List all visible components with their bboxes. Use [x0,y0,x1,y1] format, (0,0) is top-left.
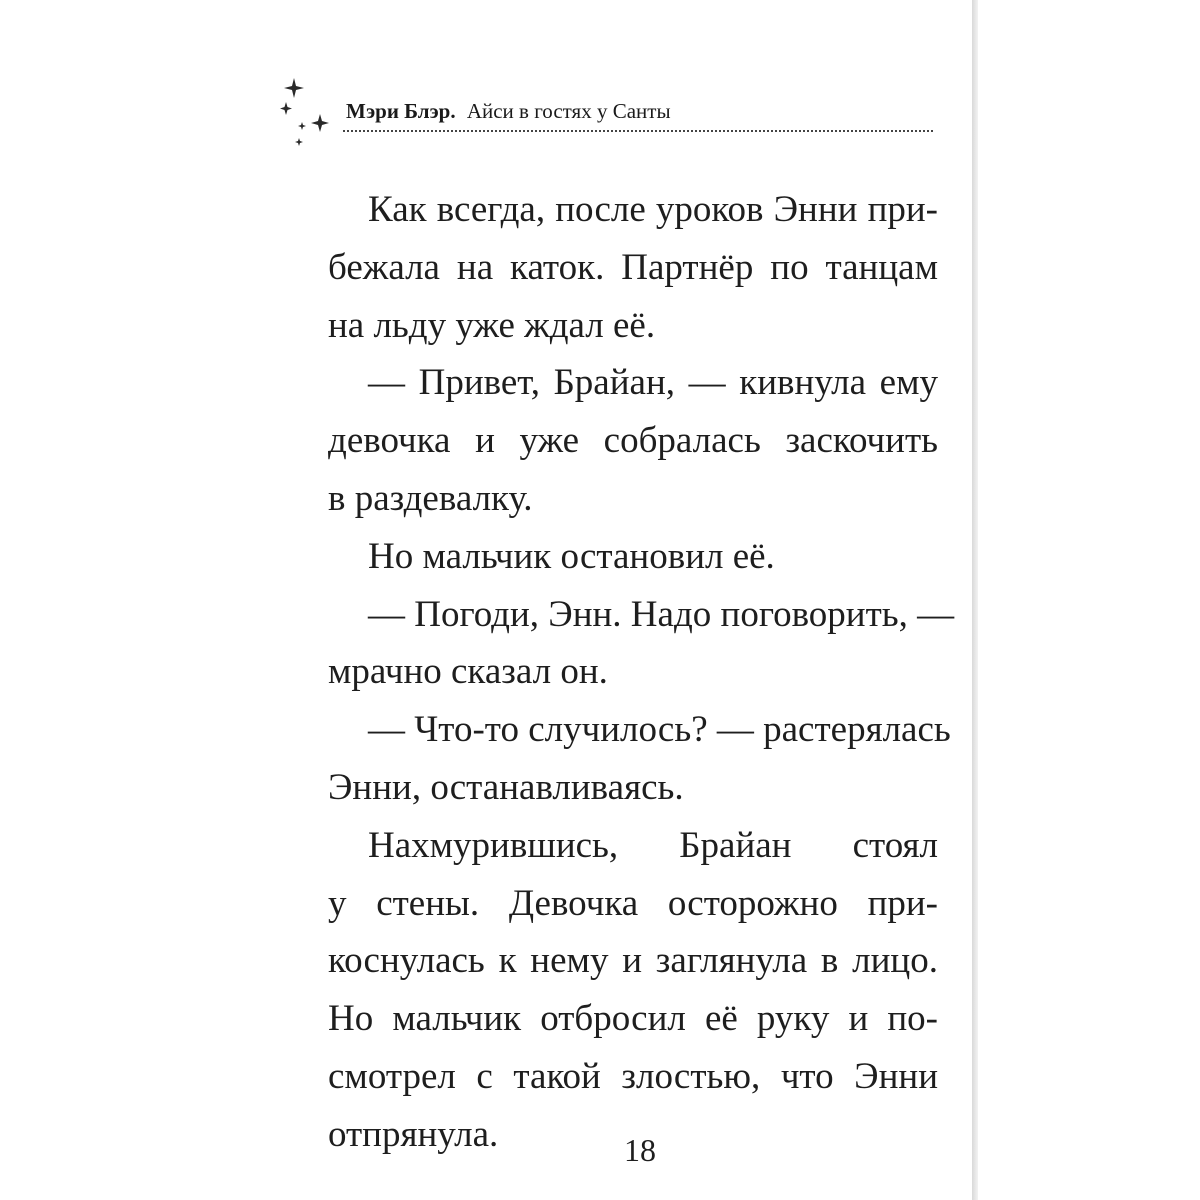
text-line: отпрянула. [328,1113,499,1155]
text-line: мрачно сказал он. [328,651,608,693]
text-line: Энни, останавливаясь. [328,766,684,808]
body-text [328,181,955,1164]
text-line: девочка и уже собралась заскочить [328,420,938,462]
page-number: 18 [624,1132,656,1168]
text-line: — Привет, Брайан, — кивнула ему [368,362,938,404]
page-edge [972,0,978,1200]
sparkles-icon [272,72,336,148]
text-line: бежала на каток. Партнёр по танцам [328,246,938,288]
running-head-author: Мэри Блэр. [346,99,456,123]
text-line: Нахмурившись, Брайан стоял [368,824,938,866]
text-line: Но мальчик остановил её. [368,535,775,577]
text-line: коснулась к нему и заглянула в лицо. [328,940,938,982]
text-line: Как всегда, после уроков Энни при- [368,189,938,230]
text-line: у стены. Девочка осторожно при- [328,882,938,924]
header-dotted-rule [343,130,933,132]
text-line: в раздевалку. [328,477,533,519]
text-line: — Погоди, Энн. Надо поговорить, — [368,593,955,635]
running-head [346,99,671,124]
running-head-title: Айси в гостях у Санты [466,99,671,123]
text-line: на льду уже ждал её. [328,304,656,346]
text-line: смотрел с такой злостью, что Энни [328,1055,938,1097]
text-line: — Что-то случилось? — растерялась [368,709,951,751]
text-line: Но мальчик отбросил её руку и по- [328,998,938,1040]
